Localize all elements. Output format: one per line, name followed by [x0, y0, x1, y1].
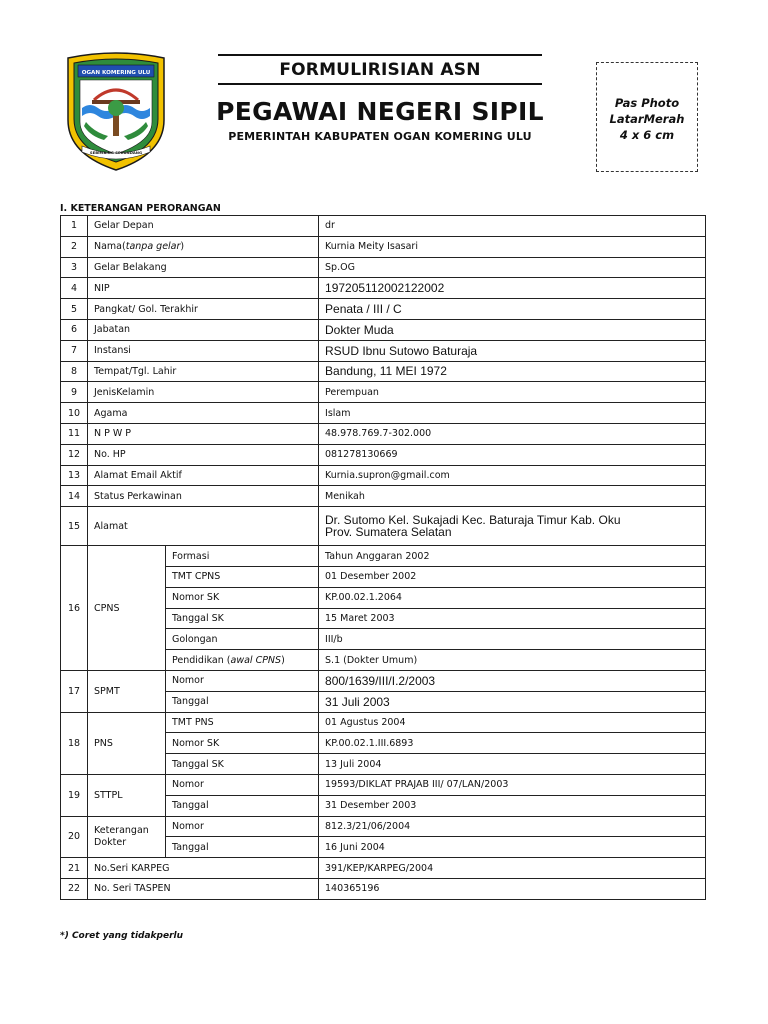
table-row	[61, 486, 706, 507]
row-label: Agama	[88, 403, 319, 424]
row-label: Alamat Email Aktif	[88, 465, 319, 486]
svg-text:OGAN KOMERING ULU: OGAN KOMERING ULU	[81, 70, 151, 76]
personal-info-table	[60, 215, 706, 900]
row-value: 19593/DIKLAT PRAJAB III/ 07/LAN/2003	[319, 774, 706, 795]
row-number: 6	[61, 319, 88, 340]
row-value: Sp.OG	[319, 257, 706, 278]
sub-label: Tanggal	[166, 795, 319, 816]
row-number: 15	[61, 507, 88, 546]
sub-label: Nomor	[166, 670, 319, 691]
sub-label: Golongan	[166, 629, 319, 650]
row-label: N P W P	[88, 423, 319, 444]
footnote: *) Coret yang tidakperlu	[60, 931, 184, 941]
sub-label: TMT PNS	[166, 712, 319, 733]
table-row	[61, 670, 706, 691]
table-row	[61, 712, 706, 733]
row-value: Menikah	[319, 486, 706, 507]
table-row	[61, 340, 706, 361]
table-row	[61, 858, 706, 879]
row-number: 5	[61, 299, 88, 320]
sub-label: Formasi	[166, 546, 319, 567]
row-value: 31 Desember 2003	[319, 795, 706, 816]
table-row	[61, 382, 706, 403]
row-number: 21	[61, 858, 88, 879]
row-value: 15 Maret 2003	[319, 608, 706, 629]
row-value: 01 Desember 2002	[319, 566, 706, 587]
sub-label-tail: )	[281, 654, 285, 666]
row-value: Islam	[319, 403, 706, 424]
row-label: Gelar Depan	[88, 216, 319, 237]
row-label: Instansi	[88, 340, 319, 361]
photo-label-line3: 4 x 6 cm	[619, 128, 675, 142]
group-label: STTPL	[88, 774, 166, 816]
row-label: Tempat/Tgl. Lahir	[88, 361, 319, 382]
photo-placeholder	[596, 62, 698, 172]
photo-label-line2: LatarMerah	[609, 112, 685, 126]
row-value: 31 Juli 2003	[319, 691, 706, 712]
group-label-line2: Dokter	[94, 836, 127, 848]
row-label-tail: )	[180, 241, 185, 253]
row-number: 17	[61, 670, 88, 712]
document-subtitle: PEMERINTAH KABUPATEN OGAN KOMERING ULU	[228, 130, 532, 143]
row-label: No.Seri KARPEG	[88, 858, 319, 879]
row-number: 3	[61, 257, 88, 278]
group-label: PNS	[88, 712, 166, 774]
address-line1: Dr. Sutomo Kel. Sukajadi Kec. Baturaja Timur Kab. Oku	[325, 513, 621, 528]
table-row	[61, 319, 706, 340]
row-label: Pangkat/ Gol. Terakhir	[88, 299, 319, 320]
row-number: 16	[61, 546, 88, 671]
sub-label: Tanggal	[166, 837, 319, 858]
row-label: Jabatan	[88, 319, 319, 340]
table-row	[61, 423, 706, 444]
form-title: FORMULIRISIAN ASN	[279, 60, 481, 80]
row-value: Perempuan	[319, 382, 706, 403]
sub-label: TMT CPNS	[166, 566, 319, 587]
row-number: 12	[61, 444, 88, 465]
table-row	[61, 361, 706, 382]
row-number: 20	[61, 816, 88, 858]
row-label: No. Seri TASPEN	[88, 878, 319, 899]
table-row	[61, 299, 706, 320]
table-row	[61, 236, 706, 257]
row-value: S.1 (Dokter Umum)	[319, 650, 706, 671]
row-value: 140365196	[319, 878, 706, 899]
row-value: Bandung, 11 MEI 1972	[319, 361, 706, 382]
table-row	[61, 774, 706, 795]
row-value: 16 Juni 2004	[319, 837, 706, 858]
sub-label-main: Pendidikan (	[172, 654, 231, 666]
row-label-main: Nama(	[94, 241, 126, 253]
form-header	[216, 54, 544, 143]
row-number: 8	[61, 361, 88, 382]
row-value: Tahun Anggaran 2002	[319, 546, 706, 567]
document-title: PEGAWAI NEGERI SIPIL	[216, 97, 544, 126]
sub-label: Tanggal SK	[166, 608, 319, 629]
sub-label	[166, 650, 319, 671]
middle-rule	[218, 83, 542, 85]
row-value: KP.00.02.1.2064	[319, 587, 706, 608]
table-row	[61, 507, 706, 546]
row-value	[319, 507, 706, 546]
row-value: 800/1639/III/I.2/2003	[319, 670, 706, 691]
row-number: 1	[61, 216, 88, 237]
table-row	[61, 216, 706, 237]
sub-label: Nomor	[166, 774, 319, 795]
section-title: I. KETERANGAN PERORANGAN	[60, 203, 221, 214]
sub-label: Nomor	[166, 816, 319, 837]
row-number: 19	[61, 774, 88, 816]
row-value: RSUD Ibnu Sutowo Baturaja	[319, 340, 706, 361]
sub-label-italic: awal CPNS	[230, 654, 282, 666]
row-label-italic: tanpa gelar	[125, 241, 181, 253]
row-number: 10	[61, 403, 88, 424]
svg-text:SEBIMBING SEKUNDANG: SEBIMBING SEKUNDANG	[89, 150, 143, 155]
row-label: Alamat	[88, 507, 319, 546]
row-value: Kurnia Meity Isasari	[319, 236, 706, 257]
row-value: 197205112002122002	[319, 278, 706, 299]
row-number: 18	[61, 712, 88, 774]
row-value: 13 Juli 2004	[319, 754, 706, 775]
sub-label: Nomor SK	[166, 587, 319, 608]
sub-label: Nomor SK	[166, 733, 319, 754]
sub-label: Tanggal	[166, 691, 319, 712]
table-row	[61, 465, 706, 486]
row-value: III/b	[319, 629, 706, 650]
table-row	[61, 444, 706, 465]
row-value: 812.3/21/06/2004	[319, 816, 706, 837]
row-label: NIP	[88, 278, 319, 299]
row-value: 48.978.769.7-302.000	[319, 423, 706, 444]
group-label: SPMT	[88, 670, 166, 712]
table-row	[61, 278, 706, 299]
row-label: JenisKelamin	[88, 382, 319, 403]
row-label: Status Perkawinan	[88, 486, 319, 507]
row-label	[88, 236, 319, 257]
row-value: 081278130669	[319, 444, 706, 465]
row-number: 9	[61, 382, 88, 403]
row-number: 2	[61, 236, 88, 257]
row-value: Dokter Muda	[319, 319, 706, 340]
row-number: 7	[61, 340, 88, 361]
row-number: 22	[61, 878, 88, 899]
row-value: KP.00.02.1.III.6893	[319, 733, 706, 754]
group-label-line1: Keterangan	[94, 824, 149, 836]
row-label: Gelar Belakang	[88, 257, 319, 278]
row-number: 14	[61, 486, 88, 507]
row-number: 13	[61, 465, 88, 486]
row-label: No. HP	[88, 444, 319, 465]
group-label: CPNS	[88, 546, 166, 671]
sub-label: Tanggal SK	[166, 754, 319, 775]
row-value: dr	[319, 216, 706, 237]
table-row	[61, 257, 706, 278]
ogan-komering-ulu-logo	[64, 50, 168, 172]
row-value: 391/KEP/KARPEG/2004	[319, 858, 706, 879]
row-number: 4	[61, 278, 88, 299]
row-value: Kurnia.supron@gmail.com	[319, 465, 706, 486]
table-row	[61, 546, 706, 567]
group-label	[88, 816, 166, 858]
table-row	[61, 878, 706, 899]
table-row	[61, 816, 706, 837]
address-line2: Prov. Sumatera Selatan	[325, 525, 452, 540]
row-value: Penata / III / C	[319, 299, 706, 320]
row-value: 01 Agustus 2004	[319, 712, 706, 733]
table-row	[61, 403, 706, 424]
row-number: 11	[61, 423, 88, 444]
photo-label-line1: Pas Photo	[614, 96, 680, 110]
top-rule	[218, 54, 542, 56]
